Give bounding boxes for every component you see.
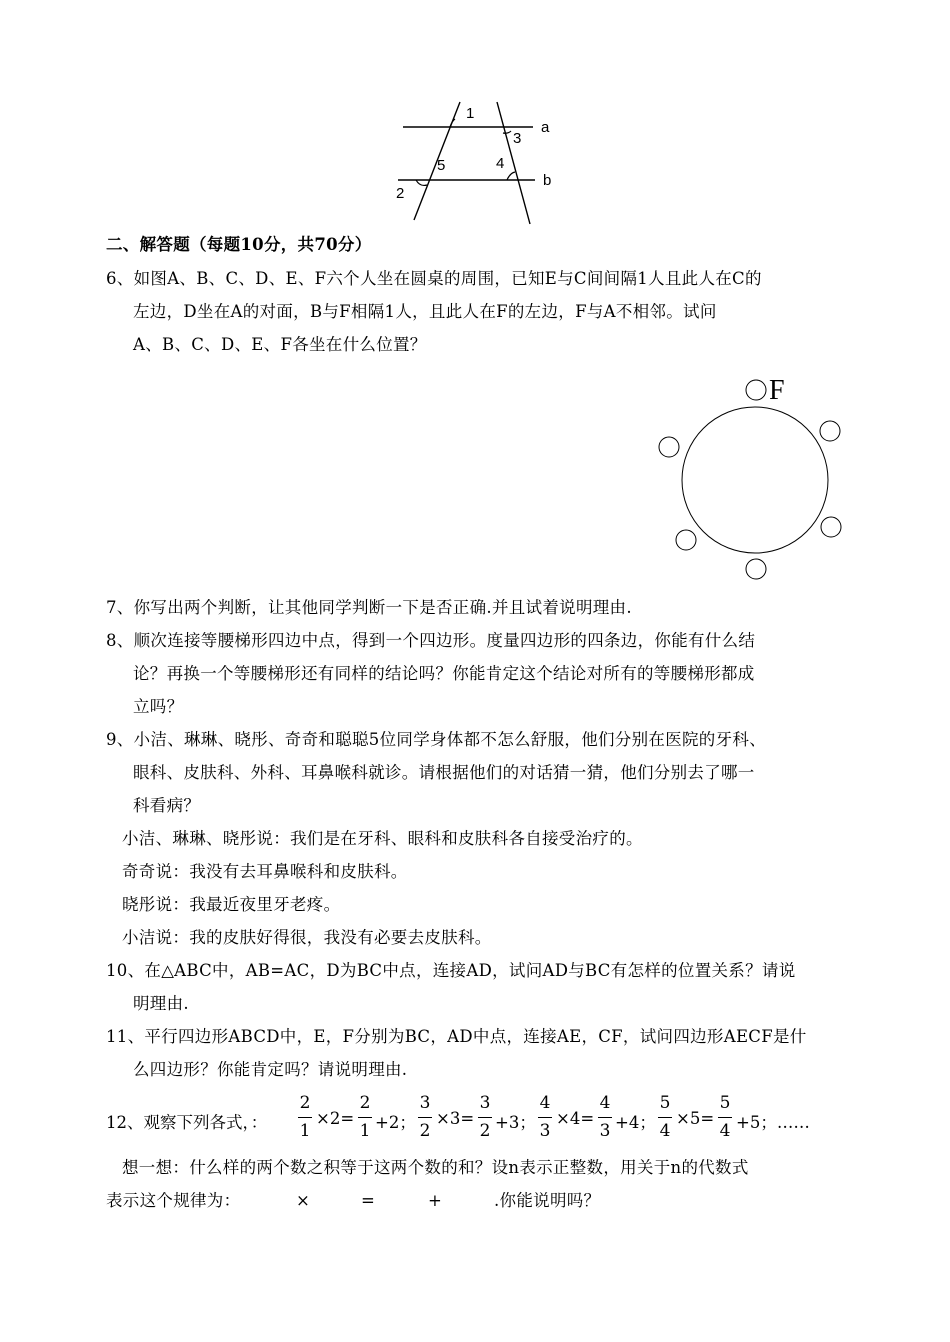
q9-line3: 科看病？ xyxy=(133,796,201,815)
fraction-denominator: 3 xyxy=(599,1121,611,1141)
q9-dialogue-1: 小洁、琳琳、晓彤说：我们是在牙科、眼科和皮肤科各自接受治疗的。 xyxy=(122,829,643,848)
q8-line1: 8、顺次连接等腰梯形四边中点，得到一个四边形。度量四边形的四条边，你能有什么结 xyxy=(106,631,756,650)
fraction-numerator: 5 xyxy=(719,1093,731,1113)
q7-line1: 7、你写出两个判断，让其他同学判断一下是否正确.并且试着说明理由. xyxy=(106,598,632,617)
q6-line1: 6、如图A、B、C、D、E、F六个人坐在圆桌的周围，已知E与C间间隔1人且此人在C的 xyxy=(106,269,762,288)
fraction-numerator: 5 xyxy=(659,1093,671,1113)
q12-op: +4； xyxy=(615,1113,656,1132)
q10-line1: 10、在△ABC中，AB=AC，D为BC中点，连接AD，试问AD与BC有怎样的位置关系？请说 xyxy=(106,961,796,980)
q12-op: ×2= xyxy=(316,1109,355,1128)
fraction-numerator: 3 xyxy=(419,1093,431,1113)
fraction-bar xyxy=(358,1117,372,1118)
fraction-bar xyxy=(478,1117,492,1118)
fraction-bar xyxy=(298,1117,312,1118)
q12-op: ×5= xyxy=(676,1109,715,1128)
fraction-denominator: 2 xyxy=(479,1121,491,1141)
label-5: 5 xyxy=(437,157,446,174)
fraction-denominator: 4 xyxy=(719,1121,731,1141)
q12-equals-sign: = xyxy=(361,1191,376,1210)
q12-op: +5；…… xyxy=(736,1113,810,1132)
section-heading: 二、解答题（每题10分，共70分） xyxy=(106,235,372,254)
q12-line2: 想一想：什么样的两个数之积等于这两个数的和？设n表示正整数，用关于n的代数式 xyxy=(122,1158,749,1177)
label-3: 3 xyxy=(513,130,522,147)
fraction-denominator: 1 xyxy=(299,1121,311,1141)
fraction-bar xyxy=(538,1117,552,1118)
q12-prefix: 12、观察下列各式，： xyxy=(106,1113,268,1132)
fraction-bar xyxy=(598,1117,612,1118)
q6-line3: A、B、C、D、E、F各坐在什么位置？ xyxy=(133,335,427,354)
q11-line2: 么四边形？你能肯定吗？请说明理由. xyxy=(133,1060,408,1079)
q12-op: ×3= xyxy=(436,1109,475,1128)
q12-times-sign: × xyxy=(296,1191,311,1210)
fraction-bar xyxy=(718,1117,732,1118)
table-circle xyxy=(682,407,828,553)
q12-line3: 表示这个规律为： xyxy=(106,1191,241,1210)
label-a: a xyxy=(541,119,550,136)
seat-upper-left xyxy=(659,437,679,457)
label-1: 1 xyxy=(466,105,475,122)
q9-dialogue-4: 小洁说：我的皮肤好得很，我没有必要去皮肤科。 xyxy=(122,928,492,947)
fraction-numerator: 3 xyxy=(479,1093,491,1113)
seat-upper-right xyxy=(820,421,840,441)
q9-line2: 眼科、皮肤科、外科、耳鼻喉科就诊。请根据他们的对话猜一猜，他们分别去了哪一 xyxy=(133,763,755,782)
seat-lower-left xyxy=(676,530,696,550)
fraction-denominator: 1 xyxy=(359,1121,371,1141)
q12-plus-sign: + xyxy=(428,1191,443,1210)
label-2: 2 xyxy=(396,185,405,202)
fraction-bar xyxy=(658,1117,672,1118)
fraction-numerator: 2 xyxy=(359,1093,371,1113)
q12-op: +2； xyxy=(375,1113,416,1132)
q9-dialogue-3: 晓彤说：我最近夜里牙老疼。 xyxy=(122,895,341,914)
q12-op: ×4= xyxy=(556,1109,595,1128)
seat-bottom xyxy=(746,559,766,579)
q6-line2: 左边，D坐在A的对面，B与F相隔1人，且此人在F的左边，F与A不相邻。试问 xyxy=(133,302,717,321)
round-table-figure xyxy=(0,0,950,600)
q12-op: +3； xyxy=(495,1113,536,1132)
seat-lower-right xyxy=(821,517,841,537)
seat-label-f: F xyxy=(769,375,785,406)
fraction-denominator: 4 xyxy=(659,1121,671,1141)
q8-line2: 论？再换一个等腰梯形还有同样的结论吗？你能肯定这个结论对所有的等腰梯形都成 xyxy=(133,664,755,683)
q11-line1: 11、平行四边形ABCD中，E，F分别为BC，AD中点，连接AE，CF，试问四边形AECF是什 xyxy=(106,1027,807,1046)
q8-line3: 立吗？ xyxy=(133,697,184,716)
label-b: b xyxy=(543,172,552,189)
q12-line3-end: .你能说明吗？ xyxy=(494,1191,601,1210)
label-4: 4 xyxy=(496,155,505,172)
fraction-denominator: 3 xyxy=(539,1121,551,1141)
q9-dialogue-2: 奇奇说：我没有去耳鼻喉科和皮肤科。 xyxy=(122,862,408,881)
seat-top xyxy=(746,380,766,400)
fraction-numerator: 4 xyxy=(539,1093,551,1113)
q9-line1: 9、小洁、琳琳、晓彤、奇奇和聪聪5位同学身体都不怎么舒服，他们分别在医院的牙科、 xyxy=(106,730,766,749)
fraction-denominator: 2 xyxy=(419,1121,431,1141)
fraction-numerator: 4 xyxy=(599,1093,611,1113)
fraction-numerator: 2 xyxy=(299,1093,311,1113)
fraction-bar xyxy=(418,1117,432,1118)
q10-line2: 明理由. xyxy=(133,994,189,1013)
